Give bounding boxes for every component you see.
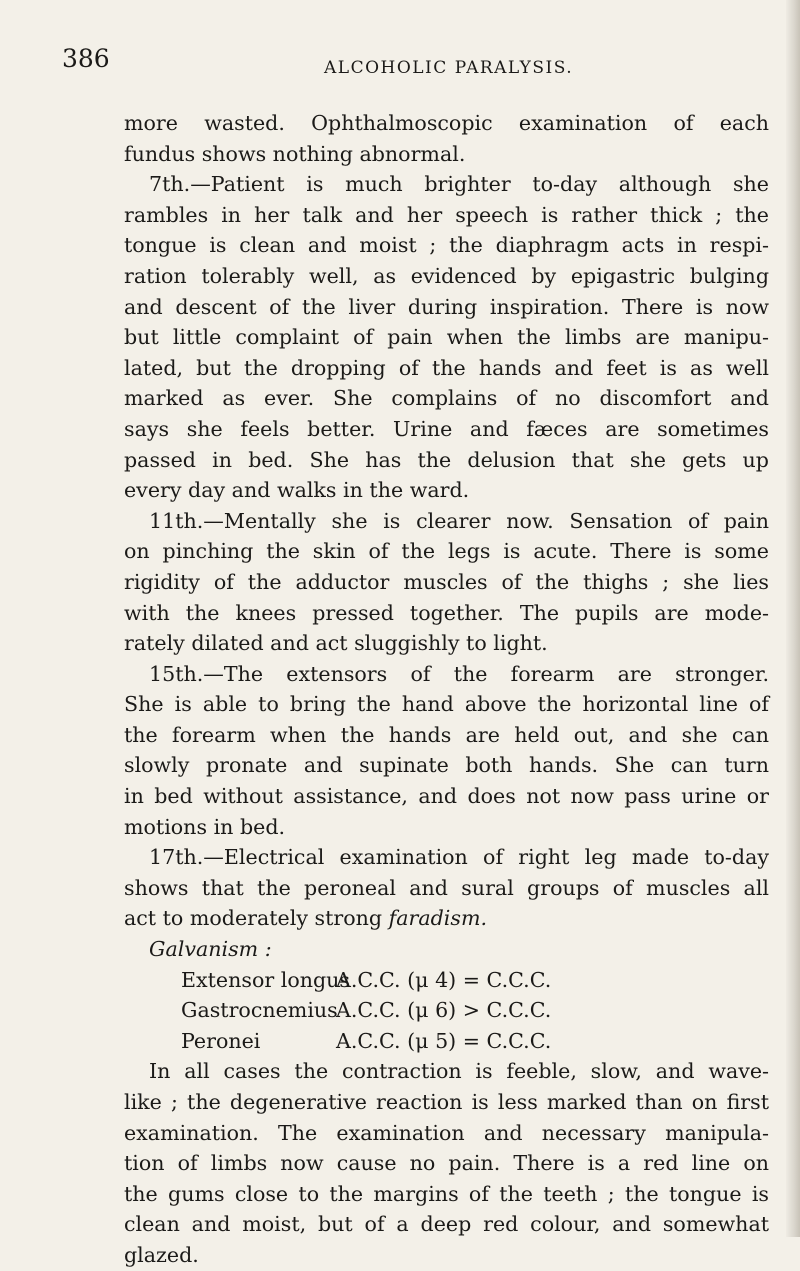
text-line: 15th.—The extensors of the forearm are stronger. — [149, 661, 769, 686]
page-number: 386 — [62, 44, 110, 73]
faradism-text: act to moderately strong — [124, 906, 383, 931]
text-line: shows that the peroneal and sural groups of muscles all — [124, 875, 769, 900]
galvanism-reading: A.C.C. (μ 5) = C.C.C. — [336, 1028, 552, 1053]
text-line: motions in bed. — [124, 814, 286, 839]
running-title: ALCOHOLIC PARALYSIS. — [324, 58, 574, 78]
text-line: slowly pronate and supinate both hands. She can turn — [124, 753, 769, 778]
text-line: more wasted. Ophthalmoscopic examination of each — [124, 111, 769, 135]
text-line: tongue is clean and moist ; the diaphragm acts in respi- — [124, 233, 769, 258]
galvanism-muscle: Extensor longus — [181, 967, 350, 992]
text-line: on pinching the skin of the legs is acute. There is some — [124, 539, 769, 564]
galvanism-row — [124, 995, 769, 1026]
text-line: but little complaint of pain when the limbs are manipu- — [124, 325, 769, 350]
text-line: clean and moist, but of a deep red colour, and somewhat — [124, 1212, 769, 1237]
text-line: passed in bed. She has the delusion that she gets up — [124, 447, 769, 472]
text-line: In all cases the contraction is feeble, slow, and wave- — [149, 1059, 769, 1084]
galvanism-muscle: Peronei — [181, 1028, 261, 1053]
text-line: and descent of the liver during inspiration. There is now — [124, 294, 769, 319]
text-line: glazed. — [124, 1242, 199, 1267]
faradism-line — [124, 903, 769, 934]
text-line: the gums close to the margins of the teeth ; the tongue is — [124, 1181, 769, 1206]
text-line: marked as ever. She complains of no discomfort and — [124, 386, 769, 411]
text-line: examination. The examination and necessary manipula- — [124, 1120, 769, 1145]
text-line: 17th.—Electrical examination of right leg made to-day — [149, 845, 769, 870]
text-line: ration tolerably well, as evidenced by epigastric bulging — [124, 263, 769, 288]
text-line: 11th.—Mentally she is clearer now. Sensation of pain — [149, 508, 769, 533]
galvanism-heading: Galvanism : — [149, 937, 272, 962]
text-line: in bed without assistance, and does not now pass urine or — [124, 784, 769, 809]
galvanism-muscle: Gastrocnemius — [181, 998, 338, 1023]
text-line: every day and walks in the ward. — [124, 478, 470, 503]
text-line: with the knees pressed together. The pupils are mode- — [124, 600, 769, 625]
text-line: fundus shows nothing abnormal. — [124, 141, 466, 166]
text-line: 7th.—Patient is much brighter to-day although she — [149, 172, 769, 197]
text-line: the forearm when the hands are held out, and she can — [124, 722, 769, 747]
galvanism-row — [124, 965, 769, 996]
body-text — [124, 108, 769, 1271]
galvanism-reading: A.C.C. (μ 4) = C.C.C. — [336, 967, 552, 992]
text-line: rigidity of the adductor muscles of the thighs ; she lies — [124, 569, 769, 594]
text-line: like ; the degenerative reaction is less marked than on first — [124, 1090, 769, 1114]
text-line: says she feels better. Urine and fæces are sometimes — [124, 416, 769, 441]
galvanism-reading: A.C.C. (μ 6) > C.C.C. — [336, 998, 552, 1023]
text-line: rately dilated and act sluggishly to light. — [124, 631, 548, 656]
text-line: lated, but the dropping of the hands and feet is as well — [124, 355, 769, 380]
text-line: tion of limbs now cause no pain. There is a red line on — [124, 1151, 769, 1176]
text-line: rambles in her talk and her speech is rather thick ; the — [124, 202, 769, 227]
text-line: She is able to bring the hand above the horizontal line of — [124, 692, 769, 717]
faradism-italic: faradism. — [388, 906, 488, 931]
page-edge-shadow — [786, 0, 800, 1237]
galvanism-row — [124, 1026, 769, 1057]
